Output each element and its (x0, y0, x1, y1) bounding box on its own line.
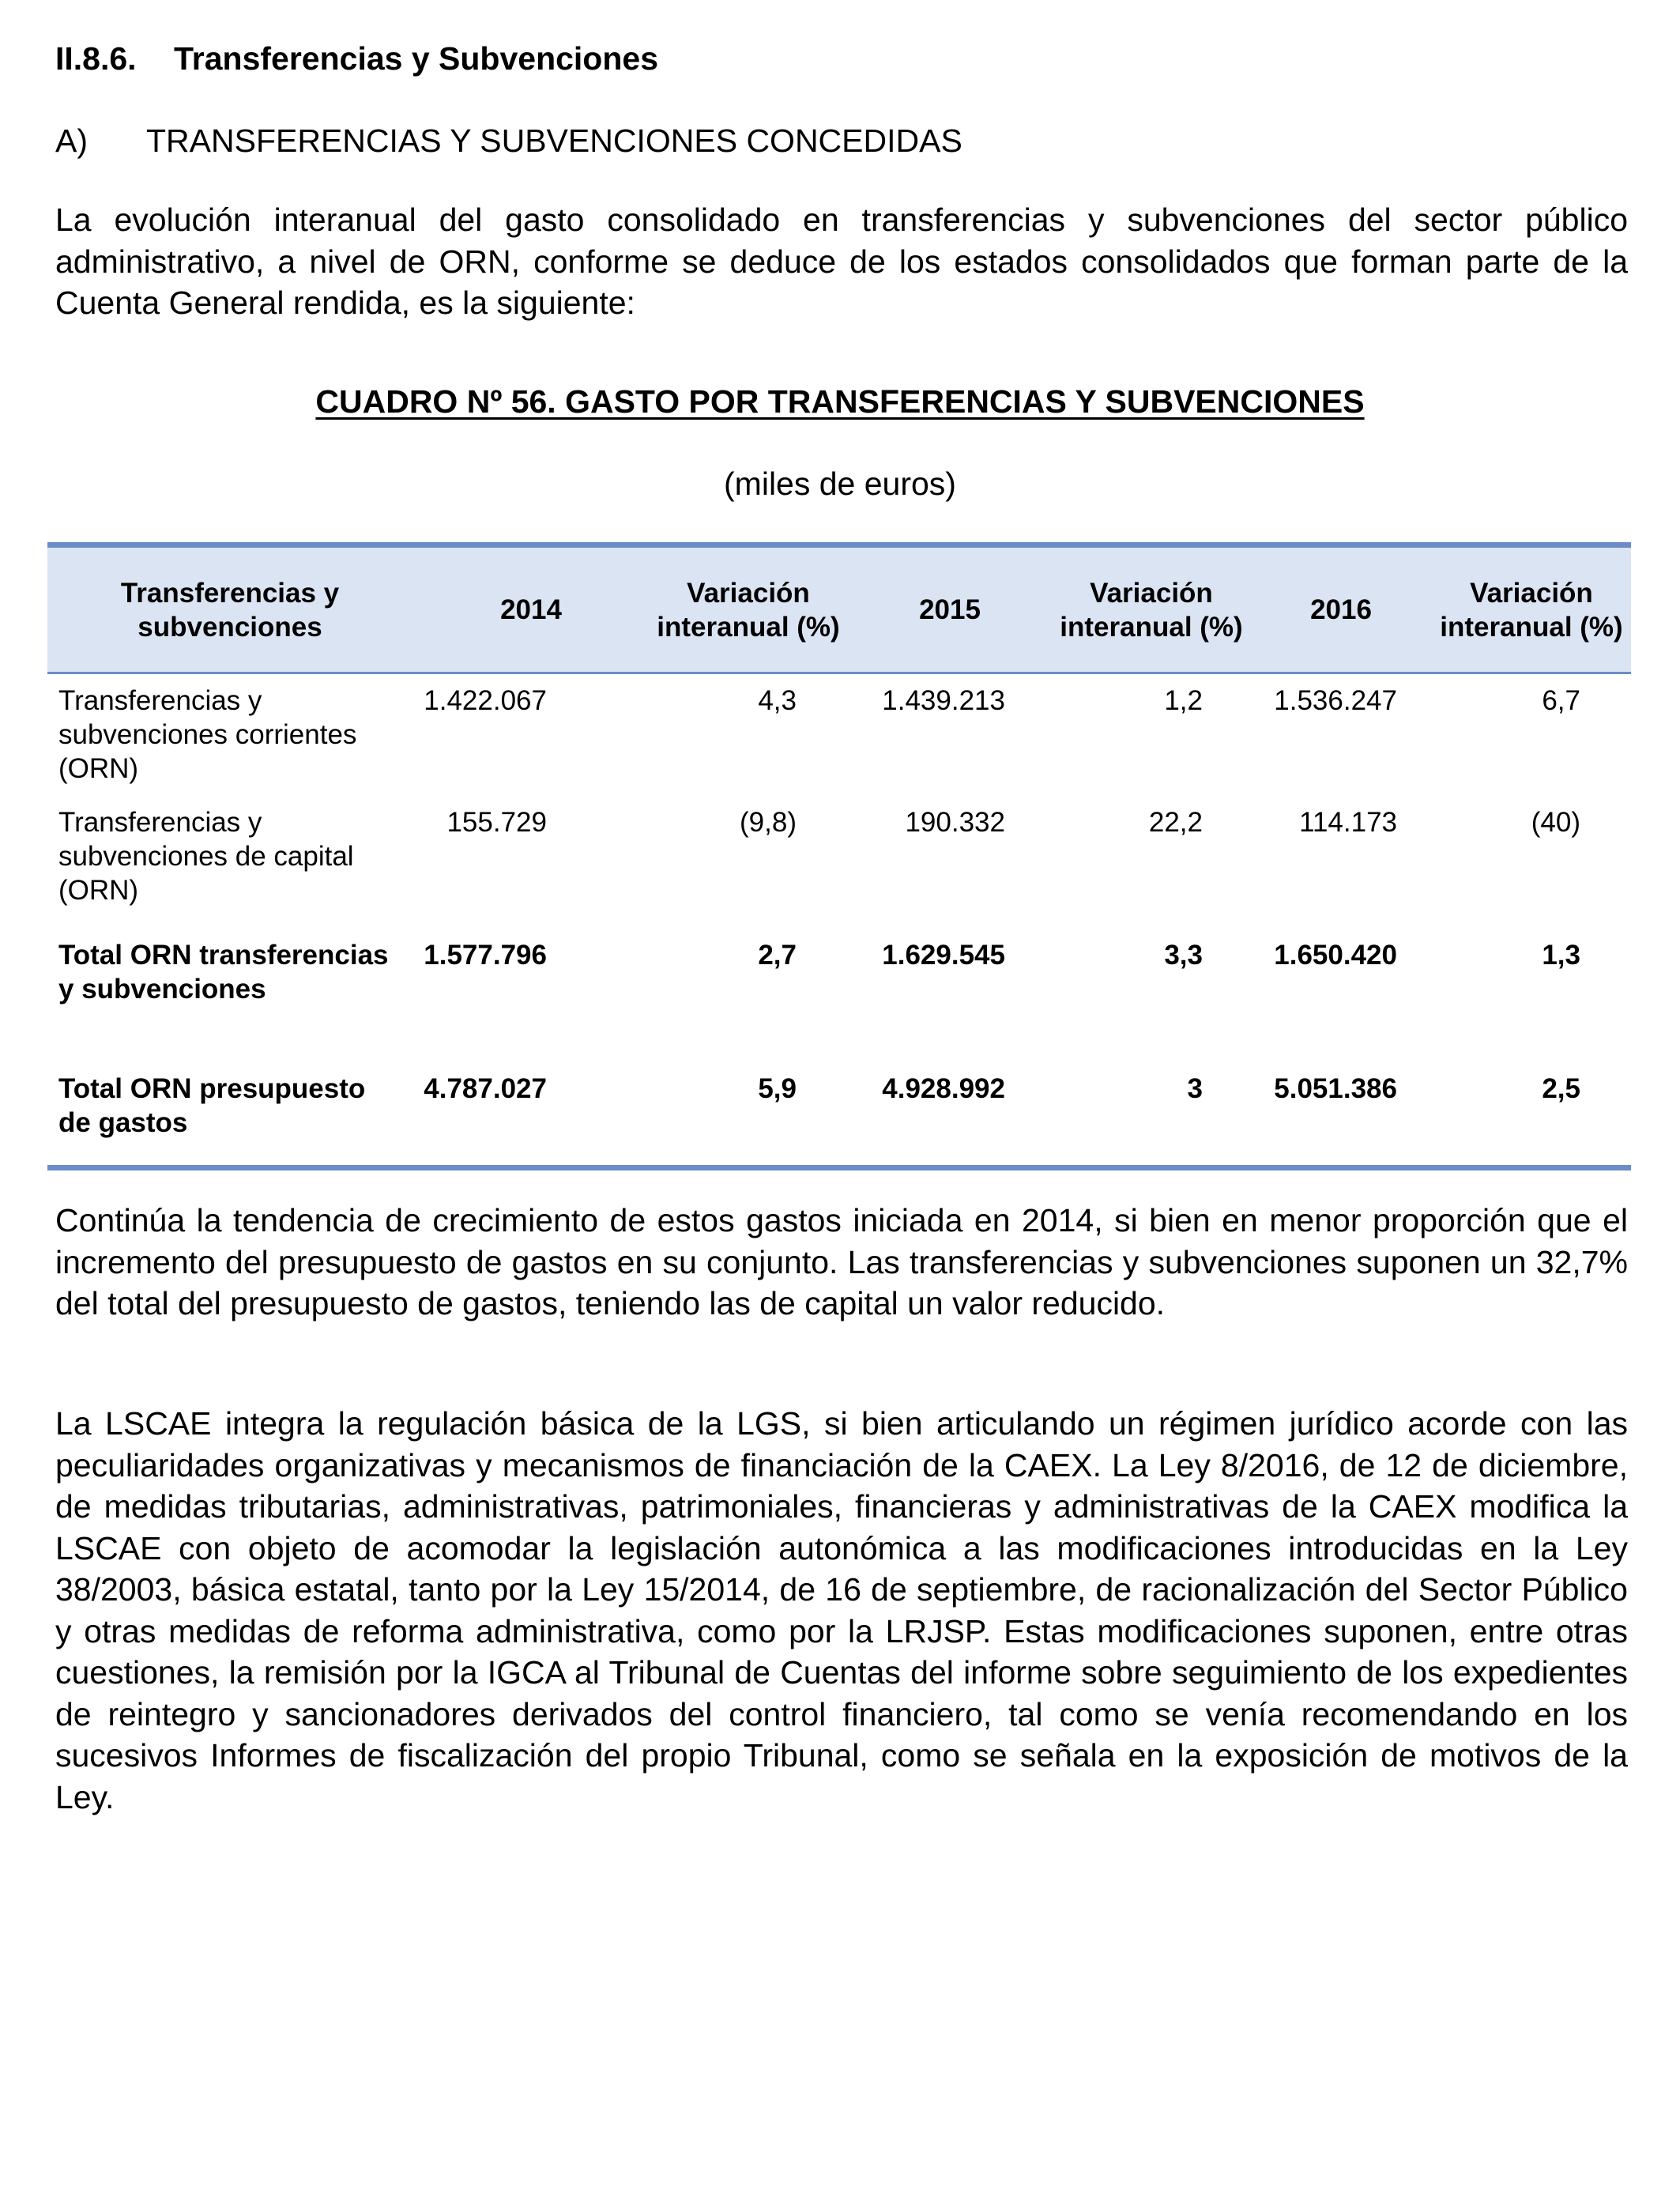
transfers-table (47, 542, 1631, 1171)
cell-2015: 190.332 (905, 807, 1005, 838)
cell-variation-2016: (40) (1531, 807, 1580, 838)
cell-2015: 1.629.545 (882, 940, 1005, 971)
header-concept: Transferencias y subvenciones (47, 545, 412, 673)
cell-variation-2016: 6,7 (1542, 685, 1580, 716)
cell-variation-2015: 1,2 (1164, 685, 1203, 716)
header-2015: 2015 (847, 545, 1053, 673)
subsection-letter: A) (55, 123, 88, 159)
row-label: Total ORN transferencias y subvenciones (58, 940, 389, 1005)
cell-variation-2014: (9,8) (740, 807, 797, 838)
legal-paragraph: La LSCAE integra la regulación básica de la LGS, si bien articulando un régimen jurídico acorde con las peculiaridades organizativas y mecanismos de financiación de la CAEX. La Ley 8/2016, de 12 de diciembre, de medidas tributarias, administrativas, patrimoniales, financieras y administrativas de la CAEX modifica la LSCAE con objeto de acomodar la legislación autonómica a las modificaciones introducidas en la Ley 38/2003, básica estatal, tanto por la Ley 15/2014, de 16 de septiembre, de racionalización del Sector Público y otras medidas de reforma administrativa, como por la LRJSP. Estas modificaciones suponen, entre otras cuestiones, la remisión por la IGCA al Tribunal de Cuentas del informe sobre seguimiento de los expedientes de reintegro y sancionadores derivados del control financiero, tal como se venía recomendando en los sucesivos Informes de fiscalización del propio Tribunal, como se señala en la exposición de motivos de la Ley. (55, 1405, 1628, 1815)
cell-2015: 1.439.213 (882, 685, 1005, 716)
cell-variation-2014: 4,3 (758, 685, 797, 716)
cell-variation-2015: 3,3 (1164, 940, 1203, 971)
subsection-heading (55, 117, 962, 164)
table-unit: (miles de euros) (724, 466, 956, 502)
subsection-title: TRANSFERENCIAS Y SUBVENCIONES CONCEDIDAS (146, 123, 962, 159)
row-label: Total ORN presupuesto de gastos (47, 1059, 412, 1168)
table-row (47, 673, 1631, 800)
intro-paragraph: La evolución interanual del gasto consolidado en transferencias y subvenciones del sector público administrativo, a nivel de ORN, conforme se deduce de los estados consolidados que forman parte de la Cuenta General rendida, es la siguiente: (55, 202, 1628, 321)
cell-variation-2015: 22,2 (1148, 807, 1203, 838)
header-variation-2014: Variación interanual (%) (650, 545, 847, 673)
table-header-row (47, 545, 1631, 673)
header-variation-2015: Variación interanual (%) (1053, 545, 1250, 673)
section-number: II.8.6. (55, 40, 137, 77)
cell-2014: 1.422.067 (424, 685, 547, 716)
cell-2016: 1.536.247 (1274, 685, 1397, 716)
header-2014: 2014 (412, 545, 650, 673)
cell-variation-2016: 1,3 (1542, 940, 1580, 971)
cell-2014: 4.787.027 (412, 1059, 650, 1168)
row-label: Transferencias y subvenciones de capital (ORN) (58, 807, 354, 906)
cell-2016: 114.173 (1299, 807, 1397, 838)
cell-variation-2014: 2,7 (758, 940, 797, 971)
table-body (47, 673, 1631, 1168)
header-2016: 2016 (1250, 545, 1432, 673)
cell-2014: 1.577.796 (424, 940, 547, 971)
cell-2015: 4.928.992 (847, 1059, 1053, 1168)
table-header (47, 545, 1631, 673)
cell-variation-2014: 5,9 (650, 1059, 847, 1168)
table-row-total (47, 1059, 1631, 1168)
header-variation-2016: Variación interanual (%) (1432, 545, 1631, 673)
section-heading (55, 35, 658, 82)
cell-variation-2015: 3 (1053, 1059, 1250, 1168)
cell-variation-2016: 2,5 (1432, 1059, 1631, 1168)
table-title (0, 378, 1680, 425)
cell-2014: 155.729 (446, 807, 547, 838)
table-row (47, 799, 1631, 922)
section-title: Transferencias y Subvenciones (174, 40, 658, 77)
cell-2016: 5.051.386 (1250, 1059, 1432, 1168)
analysis-paragraph: Continúa la tendencia de crecimiento de estos gastos iniciada en 2014, si bien en menor proporción que el incremento del presupuesto de gastos en su conjunto. Las transferencias y subvenciones suponen un 32,7% del total del presupuesto de gastos, teniendo las de capital un valor reducido. (55, 1202, 1628, 1321)
cell-2016: 1.650.420 (1274, 940, 1397, 971)
row-label: Transferencias y subvenciones corrientes (ORN) (58, 685, 357, 784)
table-row-total (47, 922, 1631, 1059)
table-title-text: CUADRO Nº 56. GASTO POR TRANSFERENCIAS Y SUBVENCIONES (315, 383, 1365, 420)
